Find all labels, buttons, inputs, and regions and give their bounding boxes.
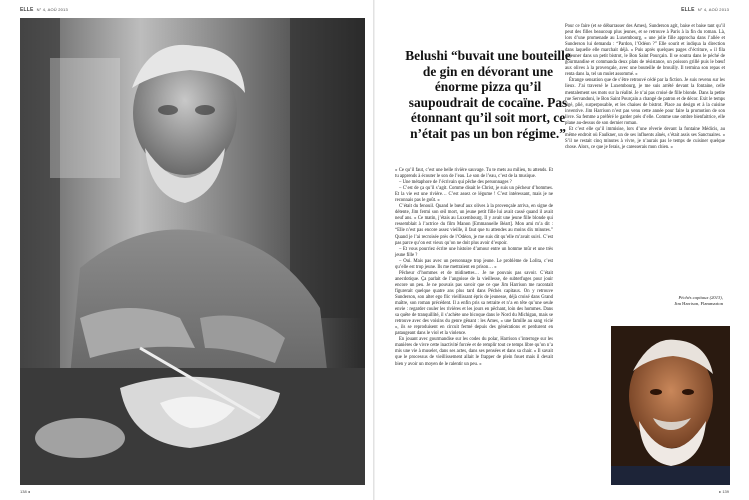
- man-cutting-food-photo: [20, 18, 365, 485]
- paragraph: C’était du fenouil. Quand le bœuf aux olives à la provençale arriva, en signe de détente, Jim fermi son œil mort, un jeune petit fille lui avait cassé quand il avait neuf ans. « Ce matin, j’étais au Luxembourg. Il y avait une jeune fille blonde qui ressemblait à l’actrice du film Manon [Emmanuelle Béart]. Mon ami m’a dit : “Elle n’est pas encore assez vieille, il faut que tu attendes au moins dix minutes.” Quand je l’ai recroisée près de l’Odéon, je me suis dit qu’elle m’avait suivi. C’est pas parce qu’on est vieux qu’on ne doit plus avoir d’espoir.: [395, 204, 553, 246]
- paragraph: – Une métaphore de l’écrivain qui pêche des personnages ?: [399, 180, 512, 186]
- portrait-illustration: [611, 326, 730, 485]
- magazine-logo-right: ELLE: [681, 7, 695, 13]
- issue-date: N° 4, AOÛ 2013: [36, 7, 68, 12]
- left-page: [0, 0, 374, 500]
- paragraph: Étrange sensation que de s’être retrouvé cédé par la fiction. Je suis revenu sur les lieux. J’ai traversé le Luxembourg, je me suis arrêté devant la fontaine, celle mentalement ses mots sur la réalité. Je n’ai pas croisé de fille blonde. Dans la petite rue Servandoni, le Bon Saint Pourçain a changé de patron et de décor. Exit le temps figé, plié, surperposable, et les chaises de bistrot. Place au design et à la cuisine inventive. Jim Harrison n’est pas venu cette année pour faire la promotion de son livre. Sa femme a préféré le garder près d’elle. Comme une ombre bienfaitrice, elle plane au-dessus de son dernier roman.: [565, 78, 725, 126]
- article-column-1: [395, 168, 553, 368]
- caption-book-title: Péchés capitaux (2013),: [678, 295, 723, 300]
- running-head-left: [20, 7, 68, 13]
- photo-illustration: [20, 18, 365, 485]
- issue-date-right: N° 4, AOÛ 2013: [697, 7, 729, 12]
- paragraph: – Oui. Mais pas avec un personnage trop jeune. Le problème de Lolita, c’est qu’elle est trop jeune. Ils me mettraient en prison… »: [395, 258, 553, 270]
- magazine-logo: ELLE: [20, 7, 34, 13]
- paragraph: Et c’est elle qu’il immisise, lors d’une rêverie devant la fontaine Médicis, au même endroit où Faulkner, un de ses influents aînés, s’était assis ses Sanctuaires. « S’il ne restait cinq minutes à vivre, je n’aurais pas le temps de cuisiner quelque chose. Alors, ce que je ferais, je caresserais mon chien. »: [565, 126, 725, 150]
- paragraph: Pêcheur d’hommes et de midinettes… Je ne pouvais pas savoir. C’était anecdotique. Ça parlait de l’angoisse de la vieillesse, de subterfuges pour jouir encore un peu. Je ne pouvais pas savoir que ce que Jim Harrison me racontait figurerait quelque quatre ans plus tard dans Péchés capitaux. On y retrouve Sunderson, son alter ego flic vieillissant épris de jeunesse, déjà croisé dans Grand maître, son roman précédent. Il a enfin pris sa retraite et n’a en tête qu’une seule envie : regarder couler les rivières et les jours en pêchant, loin des hommes. Dans sa quête de tranquillité, il s’achète une bicoque dans le Nord du Michigan, mais se retrouve avec des voisins du genre gênant : les Ames, « une famille au sang vicié », ils se reproduisent en circuit fermé depuis des générations et perdurent en pataugeant dans le viol et la violence.: [395, 270, 553, 337]
- paragraph: – Et vous pourriez écrire une histoire d’amour entre un homme mûr et une très jeune fille ?: [395, 246, 553, 258]
- running-head-right: [681, 7, 729, 13]
- caption-author: Jim Harrison, Flammarion: [674, 301, 723, 306]
- book-caption: [565, 295, 723, 307]
- paragraph: – C’est de ça qu’il s’agit. Comme disait le Christ, je suis un pêcheur d’hommes. Et la vie est une rivière… C’est assez ce légume ! C’est intéressant, mais je ne reconnais pas le goût. »: [395, 186, 553, 204]
- jim-harrison-portrait-photo: [611, 326, 730, 485]
- paragraph: En jouant avec gourmandise sur les codes du polar, Harrison s’interroge sur les manières de vivre cette inactivité forcée et de remplir tout ce temps libre qu’on n’a mis une vie à museler, dans ses actes, dans ses pensées et dans sa chair. « Il savait que le processus de vieillissement allait le frapper de plein fouet mais il devait bien y avoir un moyen de le ralentir un peu. »: [395, 337, 553, 367]
- page-number-left: 138 ◂: [20, 489, 30, 494]
- paragraph: Pour ce faire (et se débarrasser des Ames), Sunderson agit, baise et baise tant qu’il peut des filles beaucoup plus jeunes, et se retrouve à Paris à la fin du roman. Là, lors d’une promenade au Luxembourg, « une jolie fille approcha dans l’allée et Sunderson lui demanda : “Pardon, l’Odéon ?” Elle sourit et indiqua la direction dans laquelle elle marchait déjà. » Puis après quelques pages d’écriture, « il fila déjeuner dans un petit bistrot, le Bon Saint Pourçain. Il se soutra dans le péché de gourmandise et commanda deux plats de résistance, un poisson grillé puis le bœuf aux olives à la provençale, avec une bouteille de brouilly. Il termina son repas et renta dans la, tel un mulet assommé. »: [565, 24, 725, 78]
- article-column-2: [565, 24, 725, 151]
- paragraph: « Ce qu’il faut, c’est une belle rivière sauvage. Tu te mets au milieu, tu attends. Et tu apprends à écouter le son de l’eau. Le son de l’eau, c’est de la musique.: [395, 168, 553, 180]
- pull-quote: Belushi “buvait une bouteille de gin en dévorant une énorme pizza qu’il saupoudrait de cocaïne. Pas étonnant qu’il soit mort, ce n’était pas un bon régime.”: [405, 48, 571, 141]
- page-number-right: ▸ 139: [719, 489, 729, 494]
- right-page: [375, 0, 749, 500]
